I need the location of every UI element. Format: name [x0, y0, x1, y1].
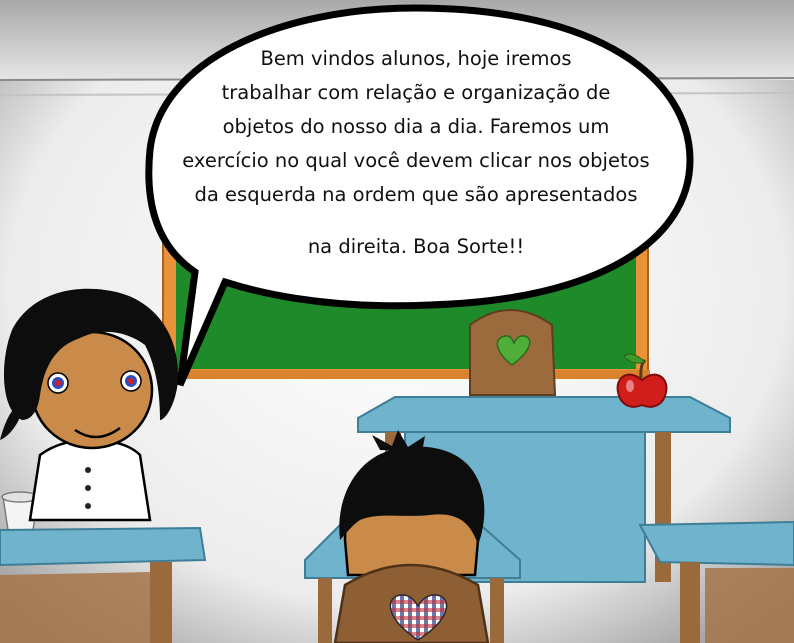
speech-text [166, 42, 666, 264]
teacher-desk-top [358, 397, 730, 432]
speech-line: exercício no qual você devem clicar nos objetos [182, 149, 650, 172]
speech-line: objetos do nosso dia a dia. Faremos um [222, 115, 610, 138]
student-desk-right-leg [680, 562, 700, 643]
speech-line: trabalhar com relação e organização de [221, 81, 611, 104]
student-desk-left-leg [150, 562, 172, 643]
speech-line: na direita. Boa Sorte!! [307, 235, 525, 258]
speech-line: da esquerda na ordem que são apresentados [194, 183, 638, 206]
student-desk-left-top [0, 528, 205, 565]
speech-line: Bem vindos alunos, hoje iremos [260, 47, 572, 70]
student-desk-right-top [640, 522, 794, 565]
chalk-tray [160, 370, 650, 379]
